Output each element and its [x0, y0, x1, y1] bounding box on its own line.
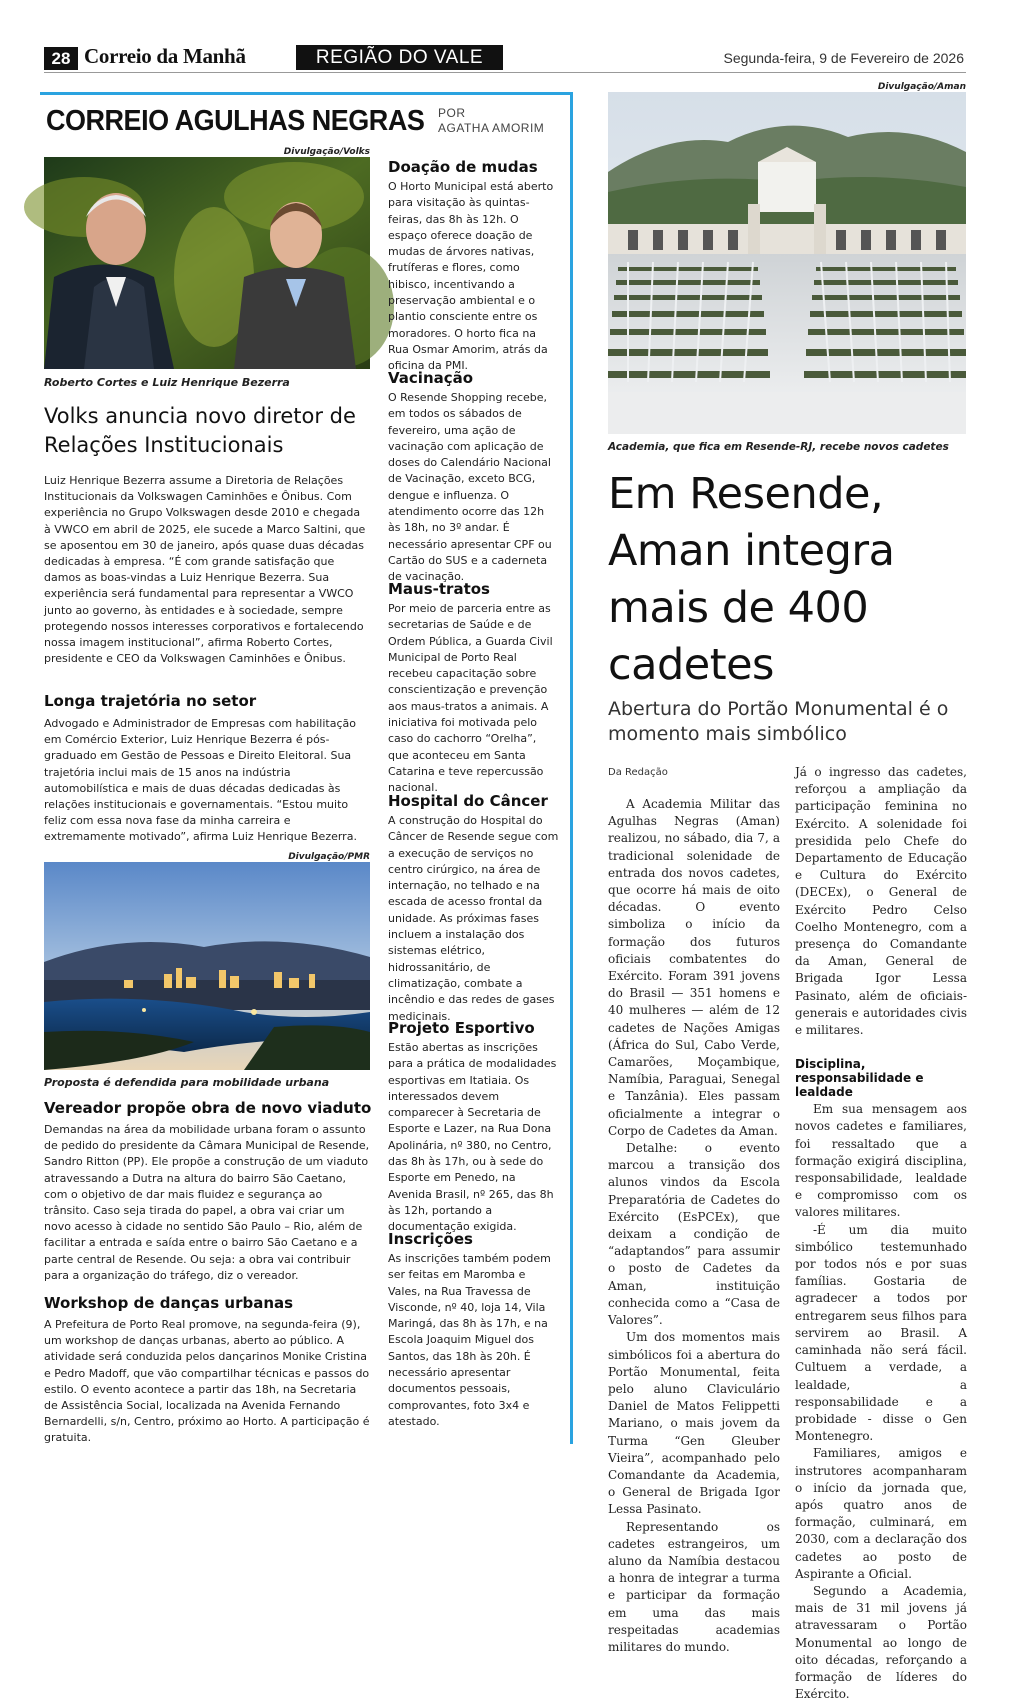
subhead-aman: Abertura do Portão Monumental é o momento mais simbólico	[608, 698, 949, 745]
column-byline-author: AGATHA AMORIM	[438, 121, 545, 135]
issue-date: Segunda-feira, 9 de Fevereiro de 2026	[723, 50, 964, 66]
note-title: Inscrições	[388, 1230, 473, 1248]
column-byline-label: POR	[438, 106, 466, 120]
photo-credit-aman: Divulgação/Aman	[877, 82, 966, 92]
masthead: Correio da Manhã	[84, 44, 246, 68]
headline-viaduto: Vereador propõe obra de novo viaduto	[44, 1099, 372, 1117]
note-title: Projeto Esportivo	[388, 1019, 535, 1037]
photo-viaduto	[44, 862, 370, 1070]
body-viaduto: Demandas na área da mobilidade urbana foram o assunto de pedido do presidente da Câmara Municipal de Resende, Sandro Ritton (PP). Ele propõe a construção de um viaduto atravessando a Dutra na altura do bairro São Caetano, com o objetivo de dar mais fluidez e segurança ao trânsito. Caso seja tirada do papel, a obra vai criar um novo acesso à cidade no sentido São Paulo – Rio, além de facilitar a entrada e saída entre o bairro São Caetano e a parte central de Resende. Ou seja: a obra vai contribuir para a organização do tráfego, diz o vereador.	[44, 1123, 370, 1282]
note-body: O Resende Shopping recebe, em todos os sábados de fevereiro, uma ação de vacinação com aplicação de doses do Calendário Nacional de Vacinação, exceto BCG, dengue e influenza. O atendimento ocorre das 12h às 18h, no 3º andar. É necessário apresentar CPF ou Cartão do SUS e a caderneta de vacinação.	[388, 391, 552, 584]
note-title: Doação de mudas	[388, 158, 538, 176]
page-number: 28	[44, 47, 78, 70]
header-rule	[44, 72, 966, 73]
aman-column-2	[795, 764, 967, 1703]
body-workshop: A Prefeitura de Porto Real promove, na segunda-feira (9), um workshop de danças urbanas, aberto ao público. A atividade será conduzida pelos dançarinos Monike Cristina e Pedro Madoff, que vão compartilhar técnicas e passos do estilo. O evento acontece a partir das 18h, na Secretaria de Assistência Social, localizada na Avenida Fernando Bernardelli, s/n, Centro, próximo ao Horto. A participação é gratuita.	[44, 1318, 370, 1445]
photo-caption-volks: Roberto Cortes e Luiz Henrique Bezerra	[44, 376, 290, 389]
paragraph: Representando os cadetes estrangeiros, um aluno da Namíbia destacou a honra de integrar a turma e participar da formação em uma das mais respeitadas academias militares do mundo.	[608, 1519, 780, 1654]
body-volks: Luiz Henrique Bezerra assume a Diretoria de Relações Institucionais da Volkswagen Caminhões e Ônibus. Com experiência no Grupo Volkswagen desde 2010 e chegada à VWCO em abril de 2025, ele sucede a Marco Saltini, que se aposentou em 30 de janeiro, após quase duas décadas dedicadas à empresa. “É com grande satisfação que damos as boas-vindas a Luiz Henrique Bezerra. Sua experiência será fundamental para representar a VWCO junto ao governo, às entidades e à sociedade, sempre protegendo nossos interesses corporativos e fortalecendo nossa imagem institucional”, afirma Roberto Cortes, presidente e CEO da Volkswagen Caminhões e Ônibus.	[44, 474, 366, 666]
note-title: Vacinação	[388, 369, 474, 387]
paragraph: -É um dia muito simbólico testemunhado por todos nós e por suas famílias. Gostaria de agradecer a todos por entregarem seus filhos para servirem ao Brasil. A caminhada não será fácil. Cultuem a verdade, a lealdade, a responsabilidade e a probidade - disse o Gen Montenegro.	[795, 1222, 967, 1444]
note-body: Estão abertas as inscrições para a prática de modalidades esportivas em Itatiaia. Os interessados devem comparecer à Secretaria de Esporte e Lazer, na Rua Dona Apolinária, nº 380, no Centro, das 8h às 17h, ou à sede do Esporte em Penedo, na Avenida Brasil, nº 265, das 8h às 12h, portando a documentação exigida.	[388, 1041, 557, 1234]
paragraph: Um dos momentos mais simbólicos foi a abertura do Portão Monumental, feita pelo aluno Claviculário Daniel de Matos Felippetti Mariano, o mais jovem da Turma “Gen Gleuber Vieira”, acompanhado pelo Comandante da Academia, o General de Brigada Igor Lessa Pasinato.	[608, 1330, 780, 1517]
photo-volks-image	[44, 157, 370, 369]
body-volks-2: Advogado e Administrador de Empresas com habilitação em Comércio Exterior, Luiz Henrique Bezerra é pós-graduado em Gestão de Pessoas e Direito Eleitoral. Sua trajetória inclui mais de 15 anos na indústria automobilística e mais de duas décadas dedicadas às relações institucionais e governamentais. “Estou muito feliz com essa nova fase da minha carreira e extremamente motivado”, afirma Luiz Henrique Bezerra.	[44, 717, 357, 844]
photo-caption-viaduto: Proposta é defendida para mobilidade urbana	[44, 1076, 330, 1089]
paragraph: A Academia Militar das Agulhas Negras (Aman) realizou, no sábado, dia 7, a tradicional solenidade de entrada dos novos cadetes, que ocorre há mais de oito décadas. O evento simboliza o início da formação dos futuros oficiais combatentes do Exército. Foram 391 jovens do Brasil — 351 homens e 40 mulheres — além de 12 cadetes de Nações Amigas (África do Sul, Cabo Verde, Camarões, Moçambique, Namíbia, Paraguai, Senegal e Tanzânia). Eles passam oficialmente a integrar o Corpo de Cadetes da Aman.	[608, 797, 780, 1138]
photo-caption-aman: Academia, que fica em Resende-RJ, recebe novos cadetes	[608, 441, 949, 453]
note-body: A construção do Hospital do Câncer de Resende segue com a execução de serviços no centro cirúrgico, na área de internação, no telhado e na escada de acesso frontal da unidade. As próximas fases incluem a instalação dos sistemas elétrico, hidrossanitário, de climatização, combate a incêndio e das redes de gases medicinais.	[388, 814, 559, 1023]
paragraph: Já o ingresso das cadetes, reforçou a ampliação da participação feminina no Exército. A solenidade foi presidida pelo Chefe do Departamento de Educação e Cultura do Exército (DECEx), o General de Exército Pedro Celso Coelho Montenegro, com a presença do Comandante da Aman, General de Brigada Igor Lessa Pasinato, além de oficiais-generais e autoridades civis e militares.	[795, 765, 967, 1038]
note-body: Por meio de parceria entre as secretarias de Saúde e de Ordem Pública, a Guarda Civil Municipal de Porto Real recebeu capacitação sobre conscientização e prevenção aos maus-tratos a animais. A iniciativa foi motivada pelo caso do cachorro “Orelha”, que aconteceu em Santa Catarina e teve repercussão nacional.	[388, 602, 553, 795]
photo-credit-volks: Divulgação/Volks	[283, 147, 370, 157]
headline-volks: Volks anuncia novo diretor de Relações Institucionais	[44, 404, 356, 457]
photo-volks	[44, 157, 370, 369]
note-title: Hospital do Câncer	[388, 792, 548, 810]
byline-aman: Da Redação	[608, 767, 668, 778]
subhead-volks: Longa trajetória no setor	[44, 692, 257, 710]
headline-workshop: Workshop de danças urbanas	[44, 1294, 294, 1312]
photo-credit-viaduto: Divulgação/PMR	[288, 852, 370, 862]
paragraph: Familiares, amigos e instrutores acompanharam o início da jornada que, após quatro anos de formação, culminará, em 2030, com a declaração dos cadetes ao posto de Aspirante a Oficial.	[795, 1446, 967, 1581]
interhead-aman: Disciplina, responsabilidade e lealdade	[795, 1057, 924, 1100]
photo-aman-image	[608, 92, 966, 434]
headline-aman: Em Resende, Aman integra mais de 400 cadetes	[608, 469, 895, 690]
note-body: As inscrições também podem ser feitas em Maromba e Vales, na Rua Travessa de Visconde, nº 40, loja 14, Vila Maringá, das 8h às 17h, e na Escola Joaquim Miguel dos Santos, das 18h às 20h. É necessário apresentar documentos pessoais, comprovantes, foto 3x4 e atestado.	[388, 1252, 551, 1428]
aman-column-1	[608, 796, 780, 1656]
photo-aman	[608, 92, 966, 434]
column-title: CORREIO AGULHAS NEGRAS	[46, 105, 425, 137]
paragraph: Em sua mensagem aos novos cadetes e familiares, foi ressaltado que a formação exigirá disciplina, responsabilidade, lealdade e compromisso com os valores militares.	[795, 1102, 967, 1220]
section-label: REGIÃO DO VALE	[296, 45, 503, 70]
paragraph: Detalhe: o evento marcou a transição dos alunos vindos da Escola Preparatória de Cadetes do Exército (EsPCEx), que deixam a condição de “adaptandos” para assumir o posto de Cadetes da Aman, instituição conhecida como a “Casa de Valores”.	[608, 1141, 780, 1328]
photo-viaduto-image	[44, 862, 370, 1070]
note-title: Maus-tratos	[388, 580, 490, 598]
paragraph: Segundo a Academia, mais de 31 mil jovens já atravessaram o Portão Monumental ao longo de oito décadas, reforçando a formação de líderes do Exército.	[795, 1583, 967, 1702]
note-body: O Horto Municipal está aberto para visitação às quintas-feiras, das 8h às 12h. O espaço oferece doação de mudas de árvores nativas, frutíferas e flores, como hibisco, incentivando a preservação ambiental e o plantio consciente entre os moradores. O horto fica na Rua Osmar Amorim, atrás da oficina da PMI.	[388, 180, 554, 373]
